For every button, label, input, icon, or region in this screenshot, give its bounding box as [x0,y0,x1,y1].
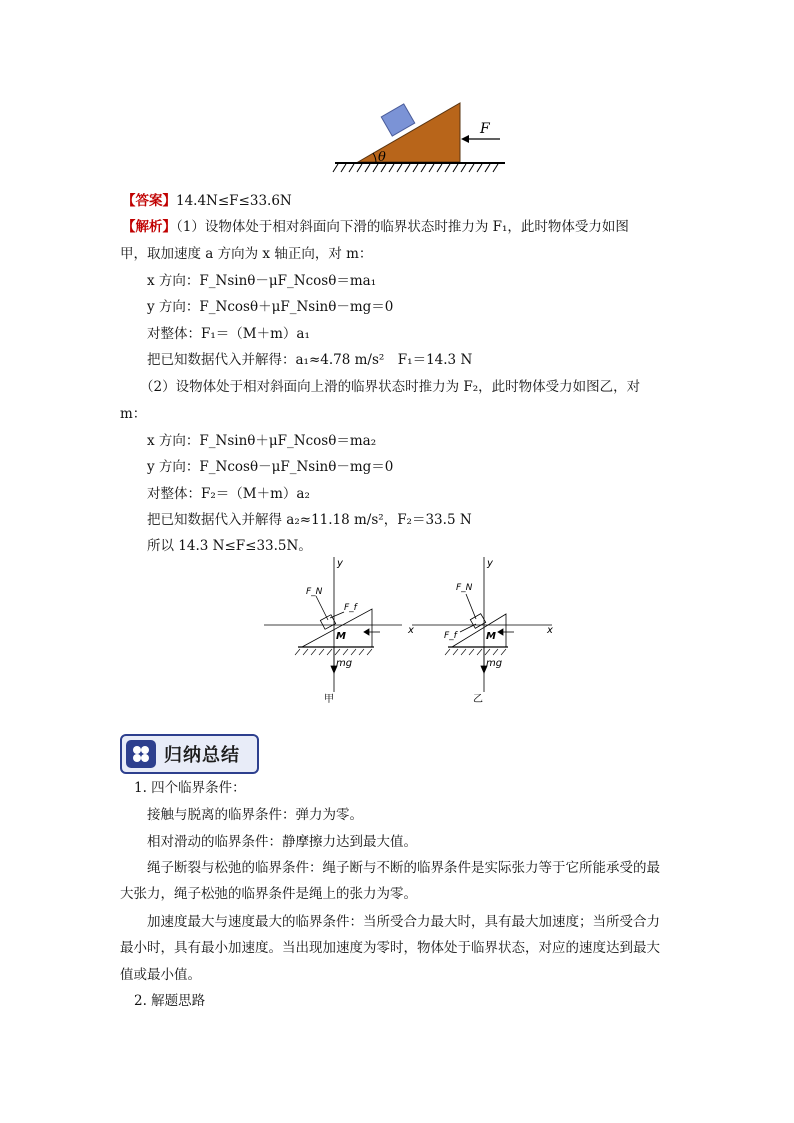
answer-tag: 【答案】 [122,193,176,209]
analysis-p2a: （2）设物体处于相对斜面向上滑的临界状态时推力为 F₂，此时物体受力如图乙，对 [140,379,641,395]
yi-mg: mg [486,658,503,669]
eq4: 把已知数据代入并解得：a₁≈4.78 m/s² F₁＝14.3 N [147,352,473,368]
jia-M: M [336,631,346,642]
answer-text: 14.4N≤F≤33.6N [176,193,292,209]
eq6: y 方向：F_Ncosθ－μF_Nsinθ－mg＝0 [147,459,394,475]
jia-mg: mg [336,658,353,669]
eq2: y 方向：F_Ncosθ＋μF_Nsinθ－mg＝0 [147,299,394,315]
summary-s4a: 加速度最大与速度最大的临界条件：当所受合力最大时，具有最大加速度；当所受合力 [147,914,660,930]
yi-x: x [547,625,553,636]
analysis-p1b: 甲，取加速度 a 方向为 x 轴正向，对 m： [120,246,373,262]
clover-icon [126,740,156,768]
answer-line [122,191,292,211]
jia-caption: 甲 [324,694,334,705]
summary-s4c: 值或最小值。 [120,967,201,983]
jia-ff: F_f [344,603,357,613]
eq5: x 方向：F_Nsinθ＋μF_Ncosθ＝ma₂ [147,433,377,449]
diagram-jia [264,557,402,692]
summary-s1: 接触与脱离的临界条件：弹力为零。 [147,807,363,823]
jia-x: x [408,625,414,636]
wedge-figure [330,95,510,177]
angle-label: θ [378,150,386,165]
yi-M: M [486,631,496,642]
jia-fn: F_N [306,587,323,597]
analysis-tag: 【解析】 [122,219,176,235]
force-label: F [480,121,490,137]
analysis-p2b: m： [120,406,147,422]
summary-s2: 相对滑动的临界条件：静摩擦力达到最大值。 [147,834,417,850]
analysis-p1a: （1）设物体处于相对斜面向下滑的临界状态时推力为 F₁，此时物体受力如图 [176,219,629,235]
eq7: 对整体：F₂＝（M＋m）a₂ [147,486,310,502]
jia-y: y [337,558,343,569]
summary-s3a: 绳子断裂与松弛的临界条件：绳子断与不断的临界条件是实际张力等于它所能承受的最 [147,860,660,876]
yi-ff: F_f [444,631,457,641]
summary-item1: 1. 四个临界条件： [134,780,246,796]
block [381,104,415,136]
yi-y: y [487,558,493,569]
analysis-line-1 [122,217,629,237]
summary-s3b: 大张力，绳子松弛的临界条件是绳上的张力为零。 [120,886,417,902]
yi-caption: 乙 [473,694,483,705]
eq3: 对整体：F₁＝（M＋m）a₁ [147,326,310,342]
summary-title: 归纳总结 [164,745,240,766]
yi-fn: F_N [456,583,473,593]
summary-badge [120,734,259,774]
eq8: 把已知数据代入并解得 a₂≈11.18 m/s²，F₂＝33.5 N [147,512,472,528]
eq1: x 方向：F_Nsinθ－μF_Ncosθ＝ma₁ [147,273,377,289]
summary-item2: 2. 解题思路 [134,993,206,1009]
force-diagrams [262,552,562,707]
summary-s4b: 最小时，具有最小加速度。当出现加速度为零时，物体处于临界状态，对应的速度达到最大 [120,940,660,956]
diagram-yi [412,557,552,692]
conclusion: 所以 14.3 N≤F≤33.5N。 [147,538,312,554]
